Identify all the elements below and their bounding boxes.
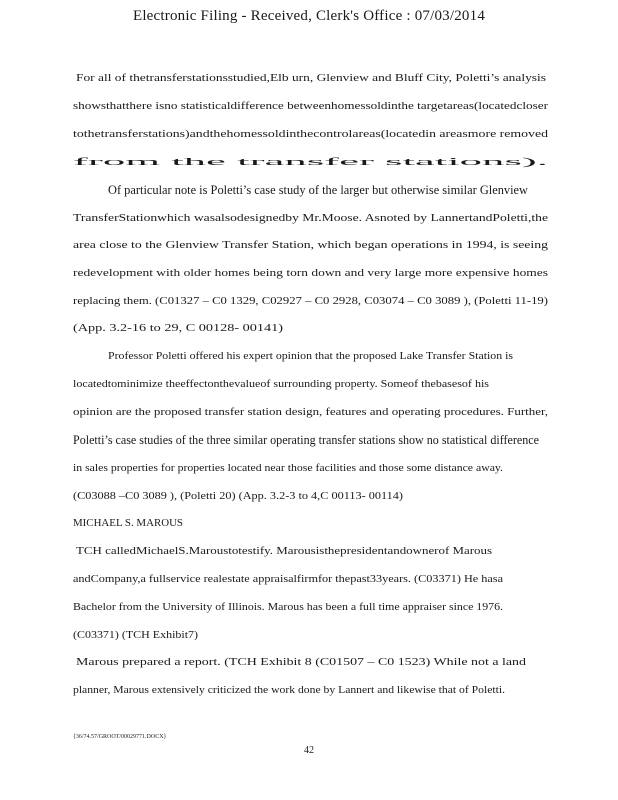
body-line-16: (C03088 –C0 3089 ), (Poletti 20) (App. 3.2-3 to 4,C 00113- 00114) (73, 491, 403, 502)
body-line-2: showsthatthere isno statisticaldifference betweenhomessoldinthe targetareas(locatedcloser (73, 101, 548, 112)
body-line-1: For all of thetransferstationsstudied,Elb urn, Glenview and Bluff City, Poletti’s analysis (76, 73, 546, 84)
body-line-18: TCH calledMichaelS.Maroustotestify. Marousisthepresidentandownerof Marous (76, 546, 492, 557)
body-line-14: Poletti’s case studies of the three similar operating transfer stations show no statistical difference (73, 433, 539, 447)
body-line-7: area close to the Glenview Transfer Station, which began operations in 1994, is seeing (73, 240, 548, 251)
body-line-6: TransferStationwhich wasalsodesignedby Mr.Moose. Asnoted by LannertandPoletti,the (73, 213, 548, 224)
body-line-10: (App. 3.2-16 to 29, C 00128- 00141) (73, 323, 283, 334)
body-line-21: (C03371) (TCH Exhibit7) (73, 630, 198, 641)
body-line-12: locatedtominimize theeffectonthevalueof surrounding property. Someof thebasesof his (73, 379, 489, 390)
body-line-22: Marous prepared a report. (TCH Exhibit 8 (C01507 – C0 1523) While not a land (76, 657, 526, 668)
filing-header: Electronic Filing - Received, Clerk's Office : 07/03/2014 (132, 8, 486, 24)
body-line-20: Bachelor from the University of Illinois. Marous has been a full time appraiser since 1976. (73, 602, 503, 613)
page-number: 42 (304, 745, 314, 756)
document-reference: {36/74.57/GROOT/00029771.DOCX} (73, 734, 167, 740)
body-line-15: in sales properties for properties located near those facilities and those some distance away. (73, 463, 504, 474)
body-line-23: planner, Marous extensively criticized the work done by Lannert and likewise that of Poletti. (73, 685, 505, 696)
body-line-13: opinion are the proposed transfer station design, features and operating procedures. Further, (73, 407, 548, 418)
body-line-5: Of particular note is Poletti’s case study of the larger but otherwise similar Glenview (108, 183, 528, 197)
body-line-8: redevelopment with older homes being torn down and very large more expensive homes (73, 268, 548, 279)
witness-heading: MICHAEL S. MAROUS (73, 518, 183, 529)
body-line-11: Professor Poletti offered his expert opinion that the proposed Lake Transfer Station is (108, 351, 513, 362)
body-line-4: from the transfer stations). (73, 157, 548, 168)
body-line-3: tothetransferstations)andthehomessoldinthecontrolareas(locatedin areasmore removed (73, 129, 548, 140)
body-line-9: replacing them. (C01327 – C0 1329, C02927 – C0 2928, C03074 – C0 3089 ), (Poletti 11-19) (73, 296, 548, 307)
body-line-19: andCompany,a fullservice realestate appraisalfirmfor thepast33years. (C03371) He hasa (73, 574, 503, 585)
